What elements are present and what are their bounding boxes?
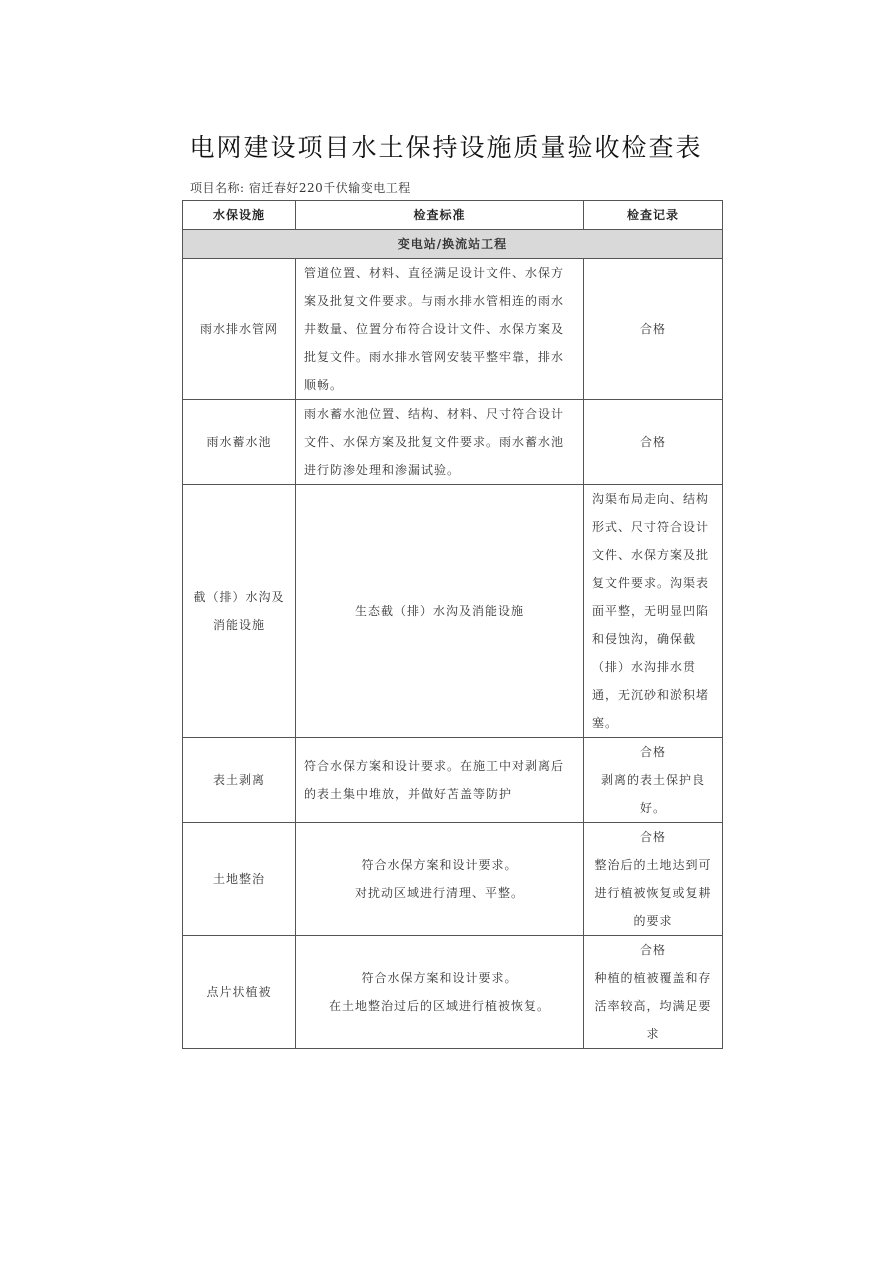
table-row bbox=[183, 823, 723, 936]
standard-cell: 管道位置、材料、直径满足设计文件、水保方案及批复文件要求。与雨水排水管相连的雨水井数量、位置分布符合设计文件、水保方案及批复文件。雨水排水管网安装平整牢靠，排水顺畅。 bbox=[296, 259, 584, 400]
table-row bbox=[183, 738, 723, 823]
standard-cell: 雨水蓄水池位置、结构、材料、尺寸符合设计文件、水保方案及批复文件要求。雨水蓄水池进行防渗处理和渗漏试验。 bbox=[296, 400, 584, 485]
section-title: 变电站/换流站工程 bbox=[183, 230, 723, 259]
document-title: 电网建设项目水土保持设施质量验收检查表 bbox=[189, 133, 703, 162]
standard-cell: 符合水保方案和设计要求。在施工中对剥离后的表土集中堆放，并做好苫盖等防护 bbox=[296, 738, 584, 823]
table-row bbox=[183, 400, 723, 485]
record-cell: 沟渠布局走向、结构形式、尺寸符合设计文件、水保方案及批复文件要求。沟渠表面平整，无明显凹陷和侵蚀沟，确保截（排）水沟排水贯通，无沉砂和淤积堵塞。 bbox=[584, 485, 723, 738]
record-cell: 合格 剥离的表土保护良 好。 bbox=[584, 738, 723, 823]
record-cell: 合格 整治后的土地达到可进行植被恢复或复耕的要求 bbox=[584, 823, 723, 936]
facility-cell: 点片状植被 bbox=[183, 936, 296, 1049]
table-header-row bbox=[183, 201, 723, 230]
standard-cell: 生态截（排）水沟及消能设施 bbox=[296, 485, 584, 738]
facility-cell: 截（排）水沟及 消能设施 bbox=[183, 485, 296, 738]
header-record: 检查记录 bbox=[584, 201, 723, 230]
section-row bbox=[183, 230, 723, 259]
table-row bbox=[183, 259, 723, 400]
record-cell: 合格 bbox=[584, 400, 723, 485]
project-name: 宿迁春好220千伏输变电工程 bbox=[248, 181, 411, 195]
standard-cell: 符合水保方案和设计要求。 对扰动区域进行清理、平整。 bbox=[296, 823, 584, 936]
header-standard: 检查标准 bbox=[296, 201, 584, 230]
inspection-table bbox=[182, 200, 723, 1049]
facility-cell: 雨水蓄水池 bbox=[183, 400, 296, 485]
facility-cell: 雨水排水管网 bbox=[183, 259, 296, 400]
project-name-line bbox=[190, 179, 411, 196]
header-facility: 水保设施 bbox=[183, 201, 296, 230]
record-cell: 合格 bbox=[584, 259, 723, 400]
project-label: 项目名称: bbox=[190, 181, 245, 195]
facility-cell: 表土剥离 bbox=[183, 738, 296, 823]
standard-cell: 符合水保方案和设计要求。 在土地整治过后的区域进行植被恢复。 bbox=[296, 936, 584, 1049]
facility-cell: 土地整治 bbox=[183, 823, 296, 936]
table-row bbox=[183, 936, 723, 1049]
record-cell: 合格 种植的植被覆盖和存活率较高，均满足要求 bbox=[584, 936, 723, 1049]
table-row bbox=[183, 485, 723, 738]
